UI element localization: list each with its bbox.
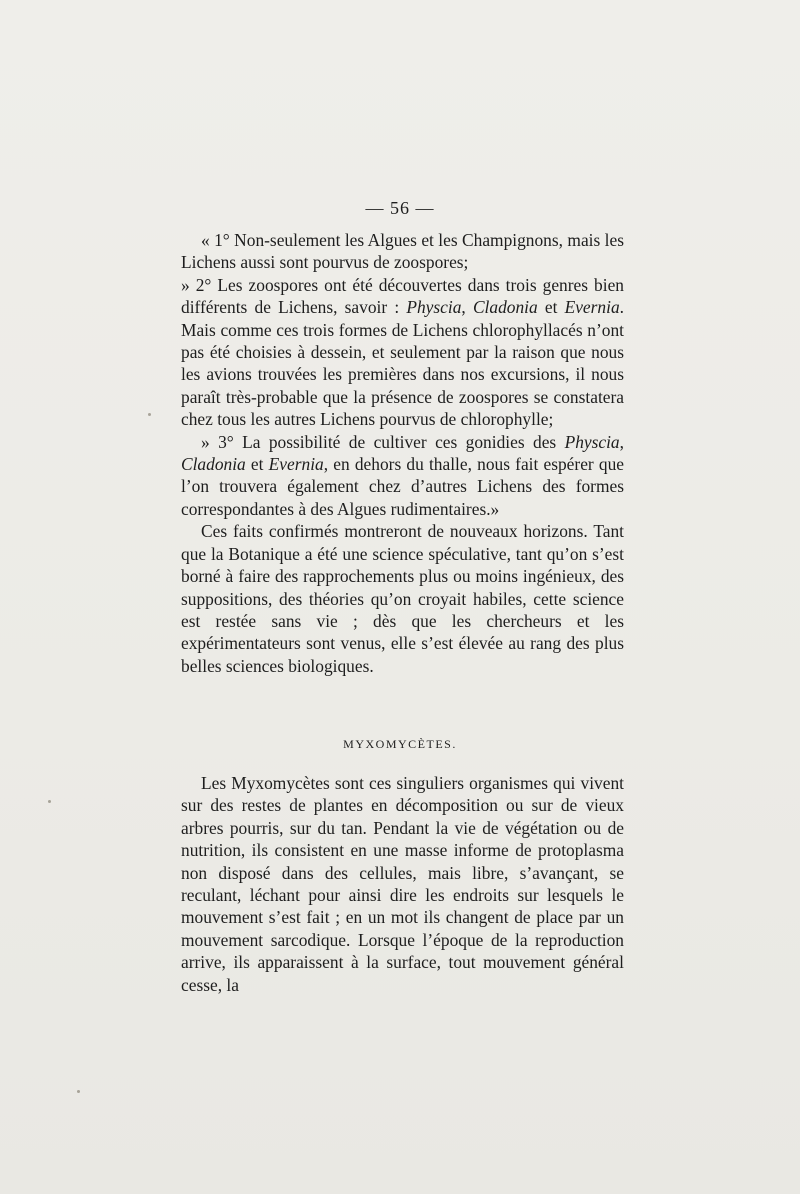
body-text-top (181, 229, 624, 677)
paragraph: Ces faits confirmés montreront de nouveaux horizons. Tant que la Botanique a été une science spéculative, tant qu’on s’est borné à faire des rapprochements plus ou moins ingénieux, des suppositions, des théories qu’on croyait habiles, cette science est restée sans vie ; dès que les chercheurs et les expérimentateurs sont venus, elle s’est élevée au rang des plus belles sciences biologiques. (181, 521, 624, 676)
page-number: — 56 — (365, 198, 435, 218)
paper-speck (77, 1090, 80, 1093)
paper-speck (148, 413, 151, 416)
paragraph: » 3° La possibilité de cultiver ces gonidies des Physcia, Cladonia et Evernia, en dehors du thalle, nous fait espérer que l’on trouvera également chez d’autres Lichens des formes correspondantes à des Algues rudimentaires.» (181, 431, 624, 519)
paragraph: » 2° Les zoospores ont été découvertes dans trois genres bien différents de Lichens, savoir : Physcia, Cladonia et Evernia. Mais comme ces trois formes de Lichens chlorophyllacés n’ont pas été choisies à dessein, et seulement par la raison que nous les avions trouvées les premières dans nos excursions, il nous paraît très-probable que la présence de zoospores se constatera chez tous les autres Lichens pourvus de chlorophylle; (181, 274, 625, 430)
body-text-bottom (181, 772, 624, 996)
paragraph: Les Myxomycètes sont ces singuliers organismes qui vivent sur des restes de plantes en décomposition ou sur de vieux arbres pourris, sur du tan. Pendant la vie de végétation ou de nutrition, ils consistent en une masse informe de protoplasma non disposé dans des cellules, mais libre, s’avançant, se reculant, léchant pour ainsi dire les endroits sur lesquels le mouvement s’est fait ; en un mot ils changent de place par un mouvement sarcodique. Lorsque l’époque de la reproduction arrive, ils apparaissent à la surface, tout mouvement général cesse, la (181, 773, 624, 995)
paper-speck (48, 800, 51, 803)
section-heading: MYXOMYCÈTES. (343, 737, 457, 751)
paragraph: « 1° Non-seulement les Algues et les Champignons, mais les Lichens aussi sont pourvus de zoospores; (181, 230, 624, 273)
